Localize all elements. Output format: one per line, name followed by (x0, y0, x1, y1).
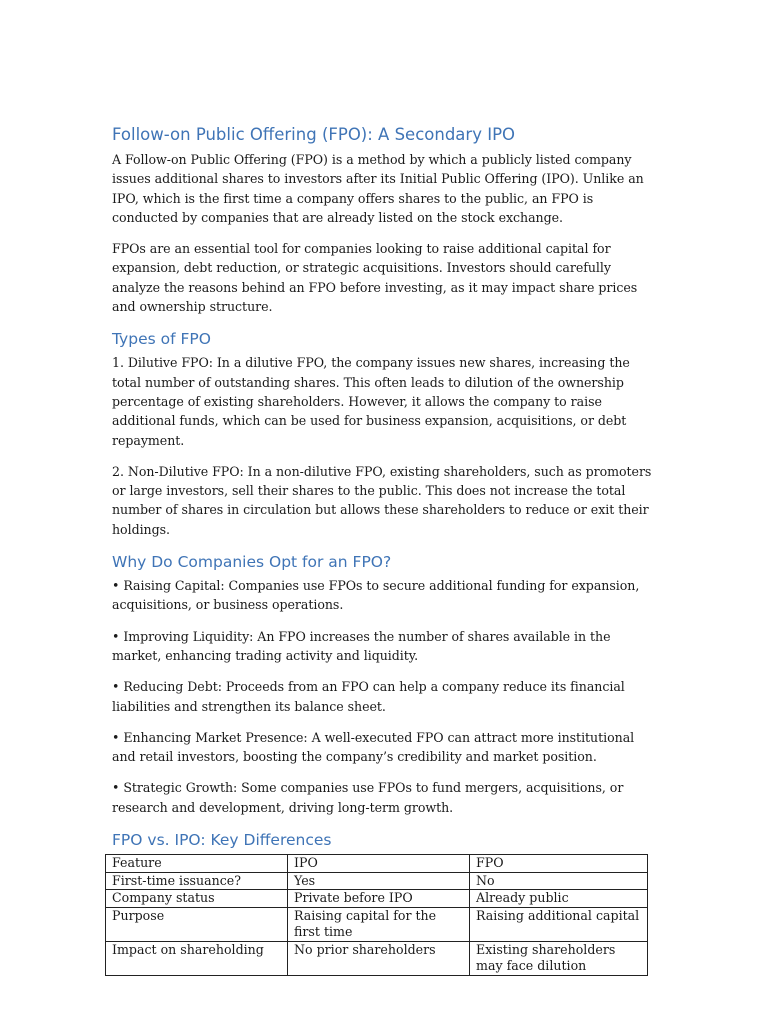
table-cell: No prior shareholders (288, 941, 470, 975)
why-heading: Why Do Companies Opt for an FPO? (112, 553, 392, 572)
table-cell: Raising additional capital (470, 907, 648, 941)
table-cell: No (470, 872, 648, 890)
table-cell: Existing shareholders may face dilution (470, 941, 648, 975)
table-cell: Feature (106, 855, 288, 873)
type-dilutive: 1. Dilutive FPO: In a dilutive FPO, the company issues new shares, increasing the total number of outstanding shares. This often leads to dilution of the ownership percentage of existing shareholders. However, it allows the company to raise additional funds, which can be used for business expansion, acquisitions, or debt repayment. (112, 355, 630, 448)
reason-strategic-growth: • Strategic Growth: Some companies use FPOs to fund mergers, acquisitions, or research and development, driving long-term growth. (112, 780, 624, 815)
table-row (106, 872, 648, 890)
table-cell: First-time issuance? (106, 872, 288, 890)
reason-reducing-debt: • Reducing Debt: Proceeds from an FPO can help a company reduce its financial liabilities and strengthen its balance sheet. (112, 679, 625, 714)
table-header-row (106, 855, 648, 873)
reason-improving-liquidity: • Improving Liquidity: An FPO increases the number of shares available in the market, enhancing trading activity and liquidity. (112, 628, 611, 663)
table-cell: Company status (106, 890, 288, 908)
table-cell: IPO (288, 855, 470, 873)
reason-market-presence: • Enhancing Market Presence: A well-executed FPO can attract more institutional and retail investors, boosting the company’s credibility and market position. (112, 729, 635, 765)
table-cell: FPO (470, 855, 648, 873)
table-cell: Already public (470, 890, 648, 908)
table-cell: Private before IPO (288, 890, 470, 908)
intro-paragraph-2: FPOs are an essential tool for companies looking to raise additional capital for expansion, debt reduction, or strategic acquisitions. Investors should carefully analyze the reasons behind an FPO before investing, as it may impact share prices and ownership structure. (112, 241, 638, 315)
intro-paragraph-1: A Follow-on Public Offering (FPO) is a method by which a publicly listed company issues additional shares to investors after its Initial Public Offering (IPO). Unlike an IPO, which is the first time a company offers shares to the public, an FPO is conducted by companies that are already listed on the stock exchange. (112, 152, 644, 225)
comparison-table (105, 854, 648, 976)
page-title: Follow-on Public Offering (FPO): A Secondary IPO (112, 125, 516, 144)
table-row (106, 907, 648, 941)
types-heading: Types of FPO (112, 330, 211, 349)
type-non-dilutive: 2. Non-Dilutive FPO: In a non-dilutive FPO, existing shareholders, such as promoters or large investors, sell their shares to the public. This does not increase the total number of shares in circulation but allows these shareholders to reduce or exit their holdings. (112, 463, 652, 537)
table-row (106, 941, 648, 975)
reason-raising-capital: • Raising Capital: Companies use FPOs to secure additional funding for expansion, acquisitions, or business operations. (112, 578, 640, 613)
table-cell: Impact on shareholding (106, 941, 288, 975)
table-cell: Raising capital for the first time (288, 907, 470, 941)
table-cell: Purpose (106, 907, 288, 941)
comparison-heading: FPO vs. IPO: Key Differences (112, 831, 332, 850)
table-row (106, 890, 648, 908)
table-cell: Yes (288, 872, 470, 890)
